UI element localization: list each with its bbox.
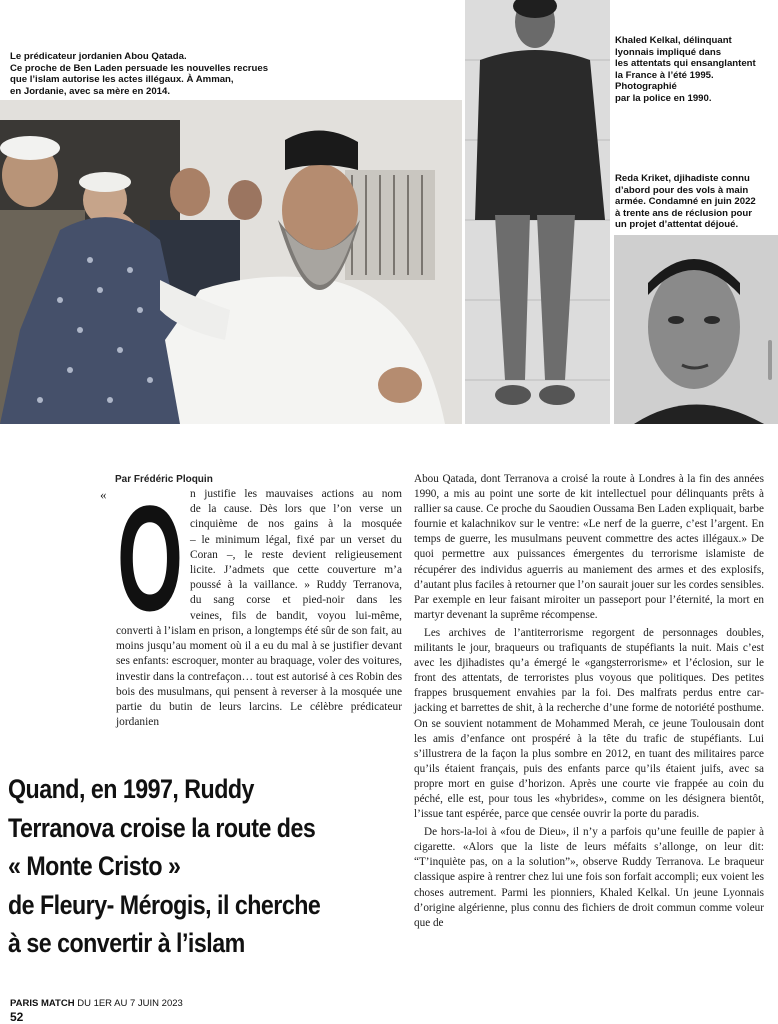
col1-line: – le minimum légal, fixé par un verset du <box>190 533 402 546</box>
col2-paragraph-1: Abou Qatada, dont Terranova a croisé la route à Londres à la fin des années 1990, a mis au point une sorte de kit intellectuel pour délinquants prêts à rallier sa cause. Ce proche du Saoudien Oussama Ben Laden expliquait, barbe fournie et kalachnikov sur le ventre: «Le nerf de la guerre, c’est l’argent. En temps de guerre, les musulmans peuvent commettre des actes illégaux.» De quoi permettre aux puissances émergentes du terrorisme islamiste de récupérer des individus aguerris au maniement des armes et des explosifs, d’autant plus faciles à retourner que l’on saurait jouer sur les cordes sensibles. Par exemple en leur faisant miroiter un passeport pour l’éternité, la mort en martyr devenant la suprême récompense. <box>414 473 764 621</box>
col2-paragraph-2: Les archives de l’antiterrorisme regorgent de personnages doubles, militants le jour, braqueurs ou trafiquants de stupéfiants la nuit. Mais c’est avec les djihadistes qu’a émergé le «gangsterrorisme» et l’éclosion, sur le front des attentats, de terroristes plus voyous que politiques. Des petites frappes brusquement envahies par la foi. Des malfrats perdus entre car-jacking et barrettes de shit, à la recherche d’une forme de notoriété posthume. On se souvient notamment de Mohammed Merah, ce jeune Toulousain dont les amis d’enfance ont prospéré à la tête du trafic de stupéfiants. Lui s’illustrera de la façon la plus sombre en 2012, en tuant des militaires parce qu’ils étaient français, puis des enfants parce qu’ils étaient juifs, avec sa propre mort en guise d’horizon. Après une courte vie frappée au coin du péché, elle est, pour tous les «hybrides», comme on les désignera bientôt, l’issue tant espérée, parce que censée ouvrir la porte du paradis. <box>414 626 764 821</box>
drop-cap-text: O <box>117 490 183 618</box>
reda-kriket-illustration <box>614 235 778 424</box>
drop-cap-letter-o <box>116 490 184 618</box>
col1-line: licite. J’admets que cette couverture m’a <box>190 564 402 577</box>
column-1-wrapped <box>190 487 402 624</box>
abou-qatada-illustration <box>0 100 462 424</box>
magazine-name: PARIS MATCH <box>10 998 75 1009</box>
column-2-body <box>414 472 764 931</box>
issue-dates: DU 1ER AU 7 JUIN 2023 <box>77 998 183 1009</box>
khaled-kelkal-illustration <box>465 0 610 424</box>
drop-cap <box>116 490 184 618</box>
col1-paragraph: converti à l’islam en prison, a longtemps été sûr de son fait, au moins jusqu’au moment où il a eu du mal à se justifier devant ses enfants: escroquer, monter au braquage, voler des voitures, investir dans la contrefaçon… tout est autorisé à ces Robin des bois des musulmans, qui pensent à reverser à la mosquée une partie du butin de leurs larcins. Le célèbre prédicateur jordanien <box>116 625 402 729</box>
col1-line: veines, fils de bandit, voyou lui-même, <box>190 609 402 622</box>
column-1-body <box>116 624 402 730</box>
photo-abou-qatada <box>0 100 462 424</box>
caption-abou-qatada: Le prédicateur jordanien Abou Qatada. Ce proche de Ben Laden persuade les nouvelles recrues que l’islam autorise les actes illégaux. À Amman, en Jordanie, avec sa mère en 2014. <box>10 51 269 97</box>
col2-paragraph-3: De hors-la-loi à «fou de Dieu», il n’y a parfois qu’une feuille de papier à cigarette. «Alors que la liste de leurs méfaits s’allonge, on leur dit: “T’inquiète pas, on a la solution”», observe Ruddy Terranova. Le braqueur classique aspire à rentrer chez lui une fois son forfait accompli; eux voient les choses autrement. Parmi les pionniers, Khaled Kelkal. Un jeune Lyonnais d’origine algérienne, plus connu des fichiers de droit commun comme voleur que de <box>414 826 764 929</box>
col1-line: poussé à la vaillance. » Ruddy Terranova, <box>190 579 402 592</box>
col1-line: de la cause. Dès lors que l’on verse un <box>190 503 402 516</box>
opening-quote-mark: « <box>100 487 107 502</box>
col1-line: n justifie les mauvaises actions au nom <box>190 488 402 500</box>
byline: Par Frédéric Ploquin <box>115 474 213 485</box>
photo-khaled-kelkal <box>465 0 610 424</box>
page-number: 52 <box>10 1010 24 1024</box>
caption-khaled-kelkal: Khaled Kelkal, délinquant lyonnais impliqué dans les attentats qui ensanglantent la France à l’été 1995. Photographié par la police en 1990. <box>615 35 756 104</box>
col1-line: du sang corse et pied-noir dans les <box>190 594 402 607</box>
pull-quote: Quand, en 1997, Ruddy Terranova croise la route des « Monte Cristo » de Fleury- Mérogis, il cherche à se convertir à l’islam <box>8 774 321 958</box>
col1-line: cinquième de nos gains à la mosquée <box>190 518 402 531</box>
caption-reda-kriket: Reda Kriket, djihadiste connu d’abord pour des vols à main armée. Condamné en juin 2022 à trente ans de réclusion pour un projet d’attentat déjoué. <box>615 173 756 231</box>
photo-reda-kriket <box>614 235 778 424</box>
col1-line: Coran –, le reste devient religieusement <box>190 548 402 561</box>
page-footer <box>10 998 183 1009</box>
scrollbar-thumb[interactable] <box>768 340 772 380</box>
